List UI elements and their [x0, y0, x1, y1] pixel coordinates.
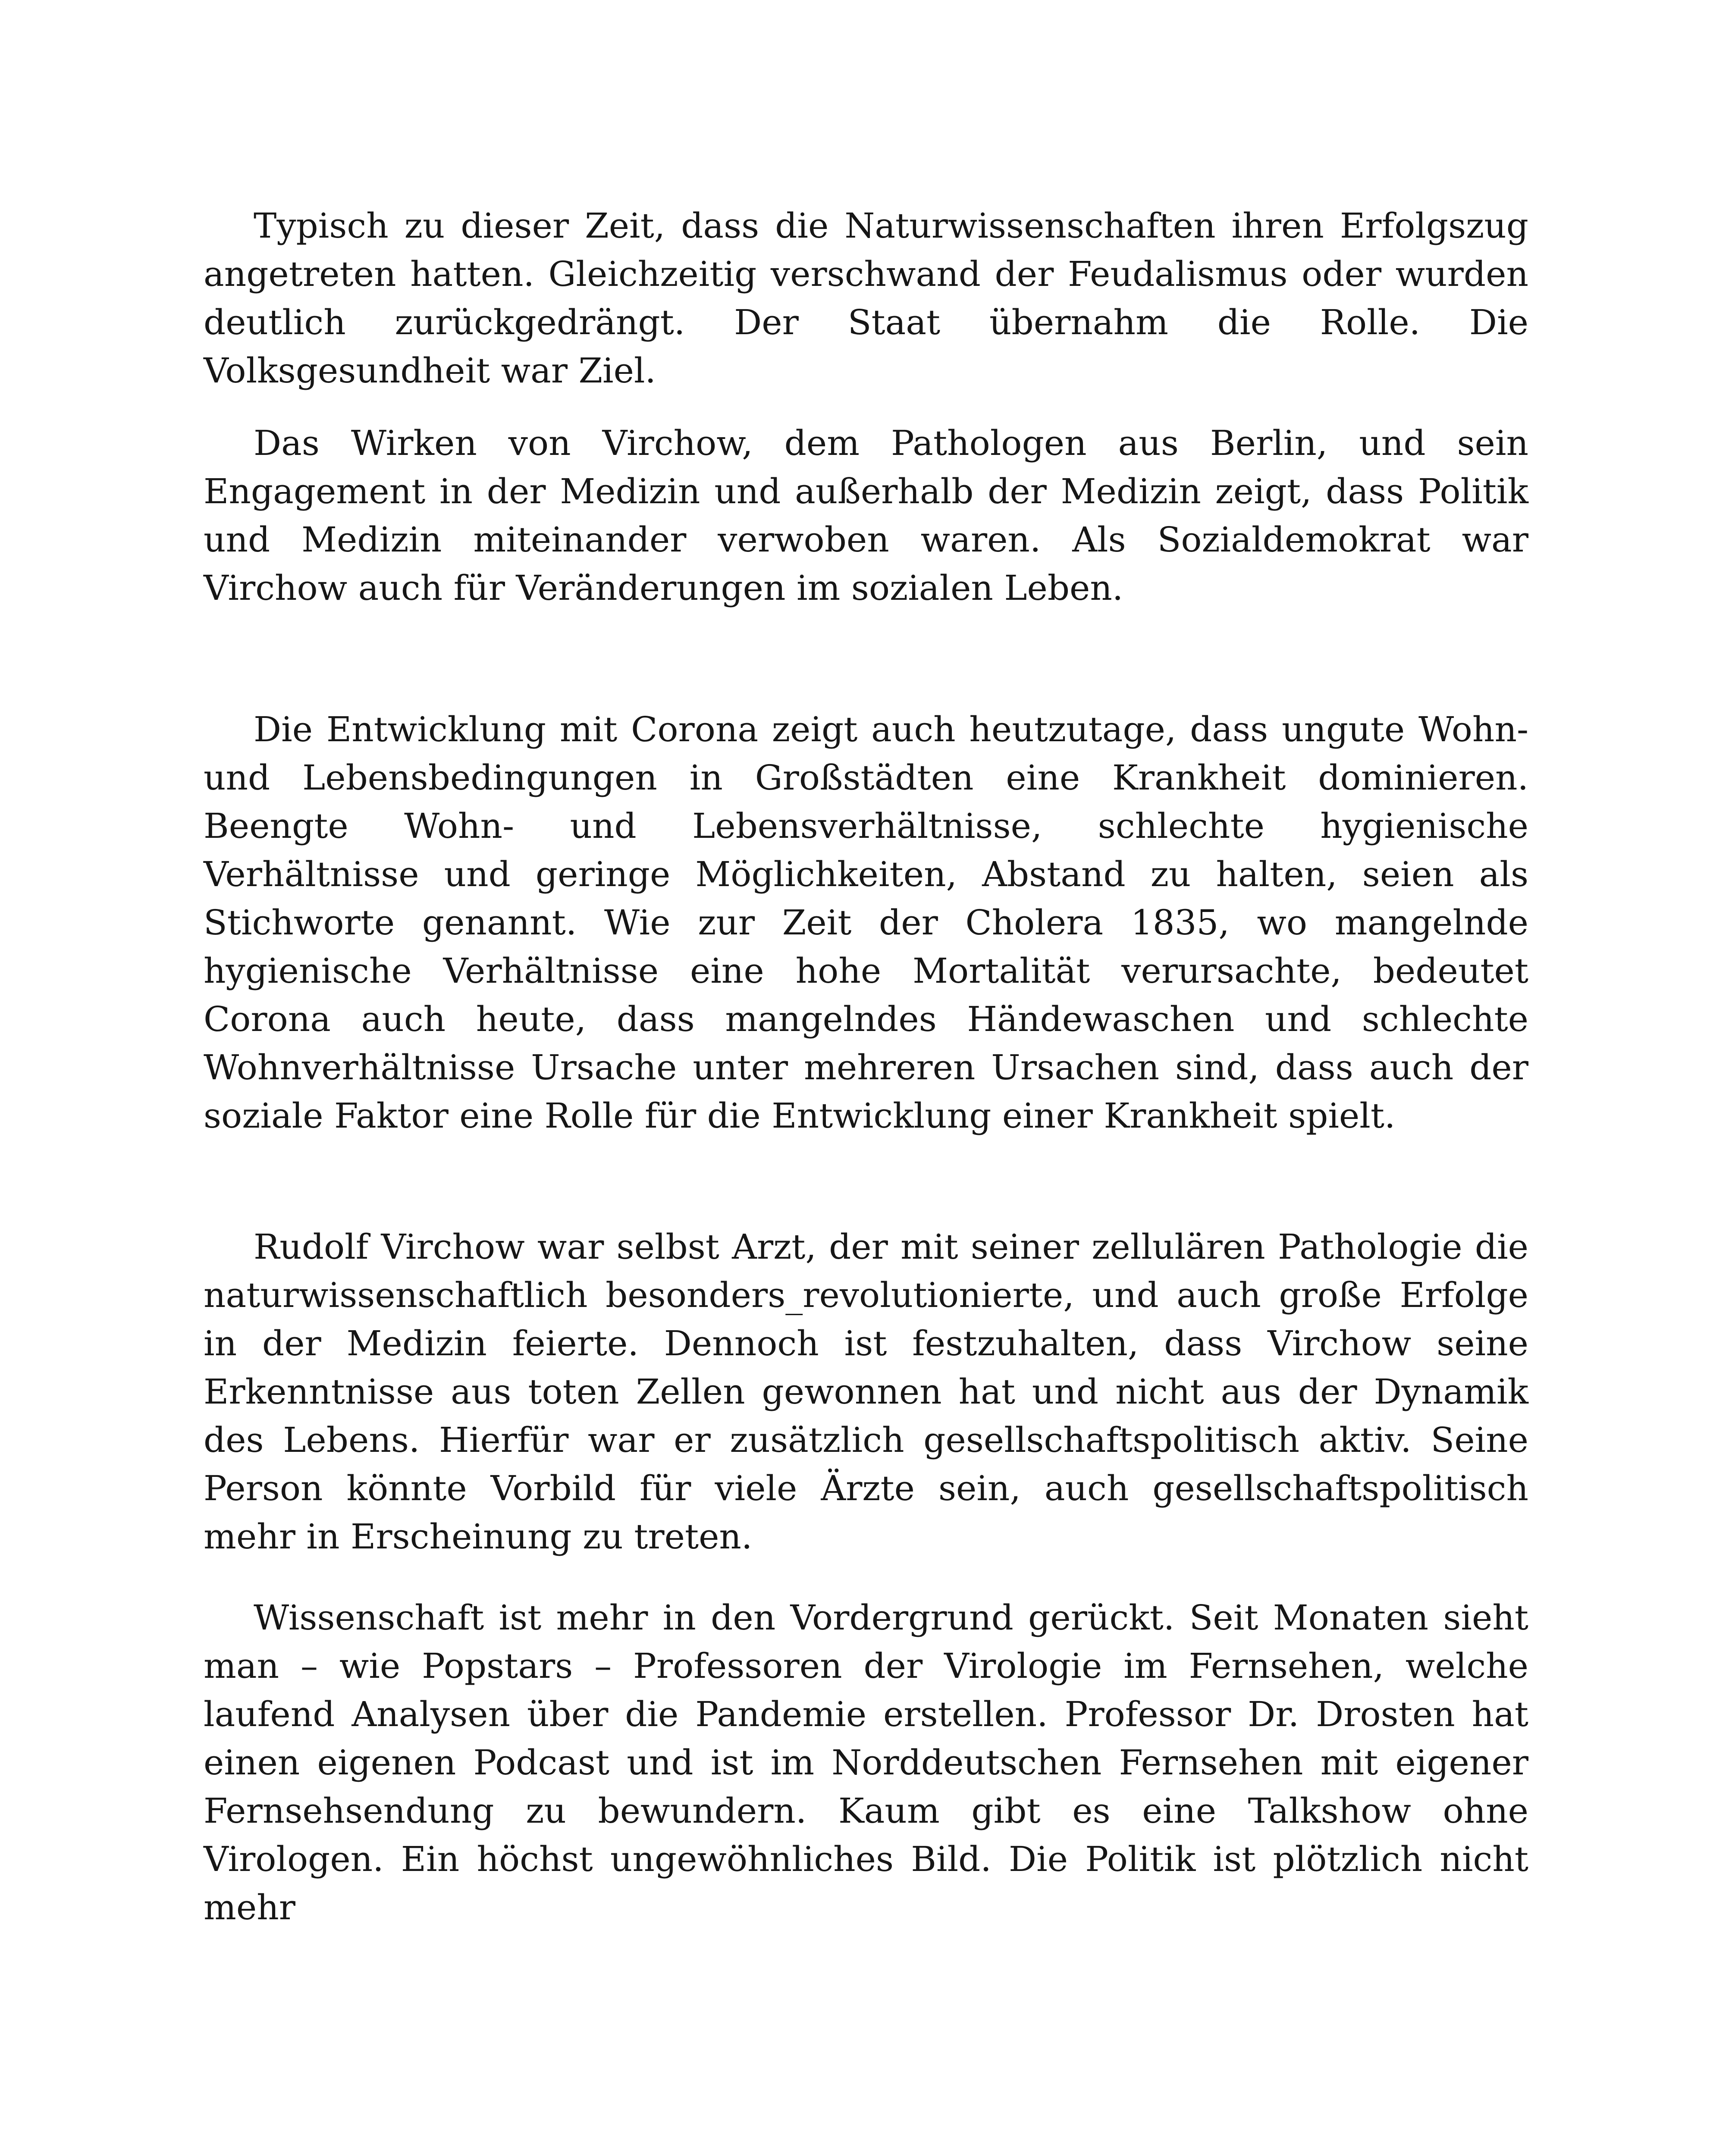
paragraph-virchow-physician — [204, 1223, 1528, 1561]
paragraph-text: Rudolf Virchow war selbst Arzt, der mit seiner zellulären Pathologie die naturwissenschaftlich besonders_revolutionierte, und auch große Erfolge in der Medizin feierte. Dennoch ist festzuhalten, dass Virchow seine Erkenntnisse aus toten Zellen gewonnen hat und nicht aus der Dynamik des Lebens. Hierfür war er zusätzlich gesellschaftspolitisch aktiv. Seine Person könnte Vorbild für viele Ärzte sein, auch gesellschaftspolitisch mehr in Erscheinung zu treten. — [204, 1227, 1528, 1557]
paragraph-text: Typisch zu dieser Zeit, dass die Naturwissenschaften ihren Erfolgszug angetreten hatten. Gleichzeitig verschwand der Feudalismus oder wurden deutlich zurückgedrängt. Der Staat übernahm die Rolle. Die Volksgesundheit war Ziel. — [204, 206, 1528, 391]
paragraph-science-foreground — [204, 1594, 1528, 1932]
paragraph-virchow-politics — [204, 419, 1528, 612]
paragraph-natural-sciences — [204, 202, 1528, 395]
paragraph-corona-living-conditions — [204, 705, 1528, 1140]
paragraph-text: Die Entwicklung mit Corona zeigt auch heutzutage, dass ungute Wohn- und Lebensbedingungen in Großstädten eine Krankheit dominieren. Beengte Wohn- und Lebensverhältnisse, schlechte hygienische Verhältnisse und geringe Möglichkeiten, Abstand zu halten, seien als Stichworte genannt. Wie zur Zeit der Cholera 1835, wo mangelnde hygienische Verhältnisse eine hohe Mortalität verursachte, bedeutet Corona auch heute, dass mangelndes Händewaschen und schlechte Wohnverhältnisse Ursache unter mehreren Ursachen sind, dass auch der soziale Faktor eine Rolle für die Entwicklung einer Krankheit spielt. — [204, 709, 1528, 1136]
paragraph-text: Wissenschaft ist mehr in den Vordergrund gerückt. Seit Monaten sieht man – wie Popstars – Professoren der Virologie im Fernsehen, welche laufend Analysen über die Pandemie erstellen. Professor Dr. Drosten hat einen eigenen Podcast und ist im Norddeutschen Fernsehen mit eigener Fernsehsendung zu bewundern. Kaum gibt es eine Talkshow ohne Virologen. Ein höchst ungewöhnliches Bild. Die Politik ist plötzlich nicht mehr — [204, 1598, 1528, 1927]
paragraph-text: Das Wirken von Virchow, dem Pathologen aus Berlin, und sein Engagement in der Medizin und außerhalb der Medizin zeigt, dass Politik und Medizin miteinander verwoben waren. Als Sozialdemokrat war Virchow auch für Veränderungen im sozialen Leben. — [204, 423, 1528, 608]
